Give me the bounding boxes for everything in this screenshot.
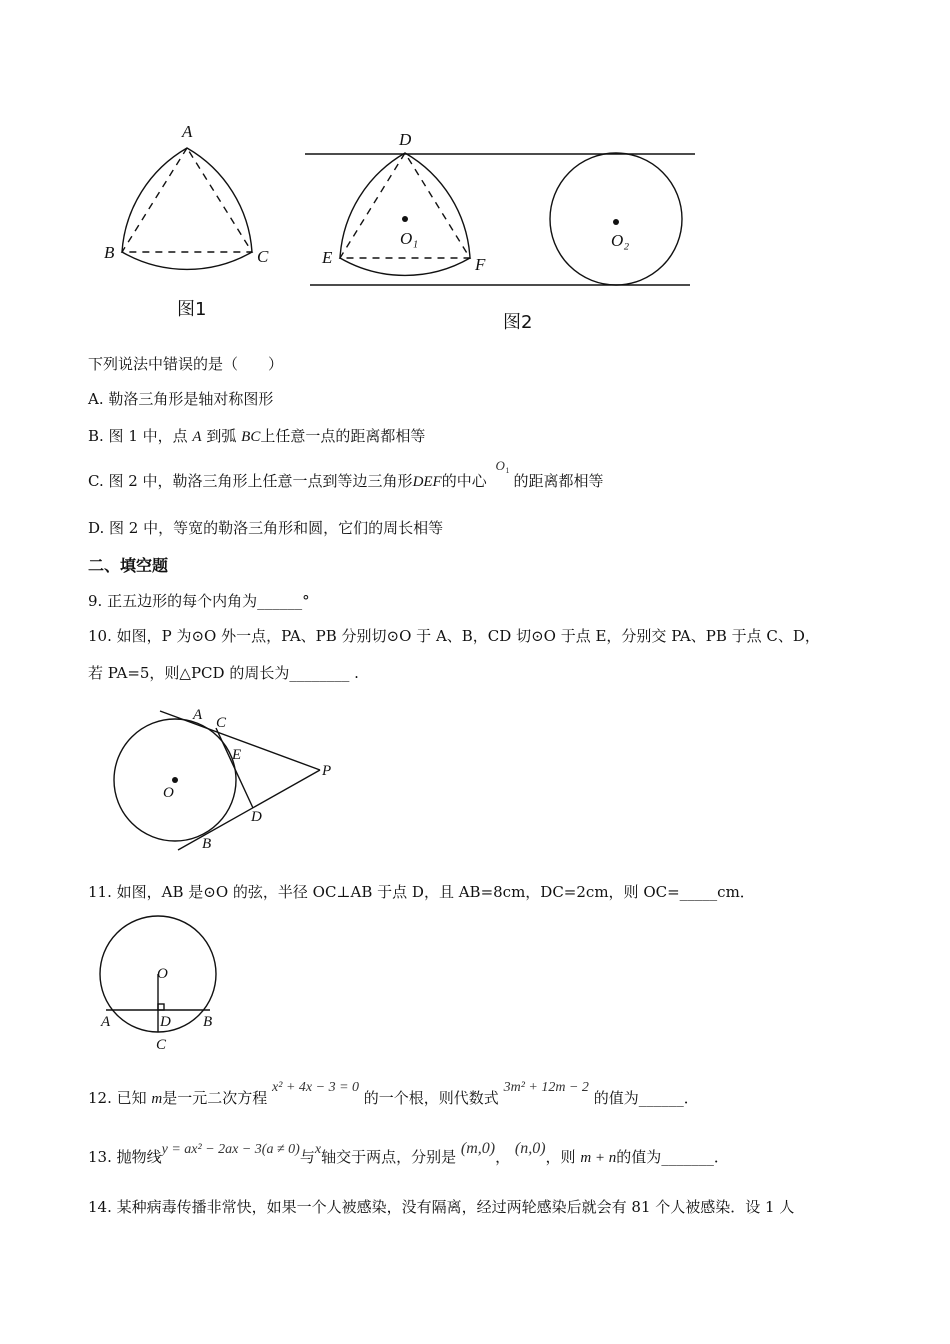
q11-text: 11. 如图，AB 是⊙O 的弦，半径 OC⊥AB 于点 D，且 AB=8cm，DC=2cm，则 OC= [88, 883, 680, 901]
q8-option-c-center-sub: 1 [505, 466, 510, 475]
q8-option-b [88, 425, 425, 446]
q14: 14. 某种病毒传播非常快，如果一个人被感染，没有隔离，经过两轮感染后就会有 81 个人被感染．设 1 人 [88, 1198, 795, 1216]
figure-2-label-e: E [322, 248, 333, 267]
q13-mid1: 与 [299, 1148, 315, 1166]
q12-prefix: 12. 已知 [88, 1089, 147, 1107]
figure-2-caption: 图2 [503, 312, 533, 333]
q8-option-c-center: O [495, 458, 505, 473]
q12-mid2: 的一个根，则代数式 [363, 1089, 499, 1107]
figure-4-label-b: B [203, 1014, 213, 1030]
q11-unit: cm． [717, 883, 755, 901]
figure-1-outline [122, 148, 252, 269]
q8-option-c-suffix: 的距离都相等 [513, 472, 604, 490]
q8-option-b-suffix: 上任意一点的距离都相等 [260, 427, 426, 445]
figure-1-dashed-triangle [122, 148, 252, 252]
q13-suffix: 的值为 [616, 1148, 662, 1166]
q8-option-c-prefix: C. 图 2 中，勒洛三角形上任意一点到等边三角形 [88, 472, 413, 490]
q8-option-d: D. 图 2 中，等宽的勒洛三角形和圆，它们的周长相等 [88, 519, 444, 537]
q9-unit: ° [302, 592, 310, 610]
q13-comma: ， [495, 1148, 511, 1166]
figure-1-label-c: C [257, 247, 269, 266]
figure-1-caption: 图1 [177, 299, 207, 320]
q8-stem: 下列说法中错误的是（ ） [88, 355, 284, 373]
q8-option-a: A. 勒洛三角形是轴对称图形 [88, 390, 274, 408]
figure-1-label-b: B [104, 243, 115, 262]
q11 [88, 881, 755, 902]
q8-option-c-mid: 的中心 [441, 472, 487, 490]
figure-2-label-d: D [399, 130, 412, 149]
q9 [88, 590, 310, 611]
figure-4-label-o: O [157, 966, 168, 982]
figure-3-label-d: D [251, 809, 262, 825]
q13-point-2: (n,0) [514, 1140, 546, 1157]
q8-option-c-triangle: DEF [412, 474, 442, 490]
q12 [88, 1080, 699, 1108]
q8-option-b-point: A [192, 429, 202, 445]
figure-4-label-d: D [160, 1014, 171, 1030]
q12-var: m [151, 1091, 163, 1107]
q10-end: . [349, 664, 359, 682]
q12-expression: 3m² + 12m − 2 [503, 1080, 589, 1095]
figure-2-center-o1 [402, 216, 408, 222]
q13-axis: x [314, 1142, 322, 1157]
q11-blank: _____ [679, 883, 718, 901]
q9-text: 9. 正五边形的每个内角为 [88, 592, 258, 610]
figure-3-label-e: E [232, 747, 242, 763]
figure-1-label-a: A [182, 122, 193, 141]
figure-2-reuleaux-triangle [340, 153, 470, 275]
q13-blank: _______ [661, 1148, 714, 1166]
q13-equation: y = ax² − 2ax − 3(a ≠ 0) [161, 1142, 300, 1157]
q13-sum: m + n [580, 1150, 617, 1166]
q12-end: ． [683, 1089, 699, 1107]
figure-2-center-o2 [613, 219, 619, 225]
q10-text: 若 PA=5，则△PCD 的周长为 [88, 664, 290, 682]
q8-option-b-prefix: B. 图 1 中，点 [88, 427, 188, 445]
q8-option-c [88, 458, 604, 491]
q13-point-1: (m,0) [460, 1140, 496, 1157]
q10-line-1: 10. 如图，P 为⊙O 外一点，PA、PB 分别切⊙O 于 A、B，CD 切⊙O 于点 E，分别交 PA、PB 于点 C、D， [88, 627, 820, 645]
q13-mid2: 轴交于两点，分别是 [321, 1148, 457, 1166]
q12-suffix: 的值为 [593, 1089, 639, 1107]
figure-2-label-o1: O₁ [400, 229, 419, 248]
q8-option-b-mid: 到弧 [206, 427, 237, 445]
q10-blank: ________ [289, 664, 350, 682]
q13-prefix: 13. 抛物线 [88, 1148, 162, 1166]
q13-mid3: ，则 [545, 1148, 576, 1166]
figure-2-label-o2: O₂ [611, 231, 630, 250]
figure-3-label-c: C [216, 715, 227, 731]
q12-blank: ______ [638, 1089, 684, 1107]
figure-2-label-f: F [475, 255, 486, 274]
q8-option-b-arc: BC [241, 429, 261, 445]
q12-equation: x² + 4x − 3 = 0 [272, 1080, 360, 1095]
figure-4-label-c: C [156, 1037, 167, 1053]
figure-4-label-a: A [101, 1014, 111, 1030]
q9-blank: ______ [257, 592, 303, 610]
figure-3-label-o: O [163, 785, 174, 801]
q13 [88, 1140, 729, 1167]
q12-mid1: 是一元二次方程 [162, 1089, 268, 1107]
q10-line-2 [88, 662, 359, 683]
figure-4-right-angle-mark [158, 1004, 164, 1010]
figure-3-center [172, 777, 178, 783]
figure-3-label-b: B [202, 836, 212, 852]
q13-end: ． [713, 1148, 729, 1166]
figure-3-label-a: A [193, 707, 203, 723]
figure-3-tangent-pb [178, 770, 320, 850]
figure-3-label-p: P [322, 763, 332, 779]
section-title: 二、填空题 [88, 556, 169, 575]
